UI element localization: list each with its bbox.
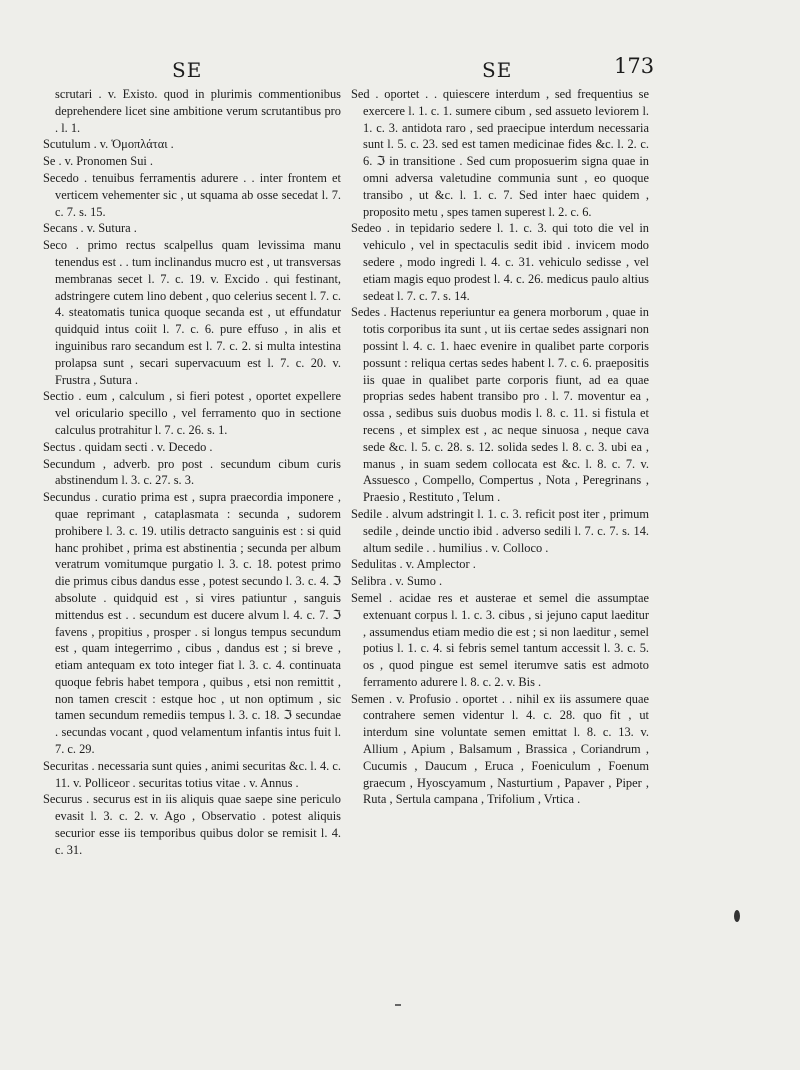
dictionary-entry: Scutulum . v. Ὁμοπλάται . <box>43 137 174 152</box>
dictionary-entry: Securitas . necessaria sunt quies , animi securitas &c. l. 4. c. 11. v. Polliceor . securitas totius vitae . v. Annus . <box>43 758 341 790</box>
dictionary-entry: Se . v. Pronomen Sui . <box>43 154 154 169</box>
ink-blot <box>734 910 740 922</box>
dictionary-entry: scrutari . v. Existo. quod in plurimis commentionibus deprehendere licet sine ambitione verum scrutantibus pro . l. 1. <box>55 87 341 135</box>
dictionary-entry: Sedile . alvum adstringit l. 1. c. 3. reficit post iter , primum sedile , deinde unctio ibid . adverso sedili l. 7. c. 7. s. 14. altum sedile . . humilius . v. Colloco . <box>351 506 649 555</box>
dictionary-entry: Sedeo . in tepidario sedere l. 1. c. 3. qui toto die vel in vehiculo , vel in spectaculis sedit ibid . invicem modo sedere , modo ingredi l. 4. c. 31. vehiculo sedisse , vel etiam magis equo prodest l. 4. c. 26. medicus paulo altius sedeat l. 7. c. 7. s. 14. <box>351 221 649 303</box>
running-head-right: SE <box>482 58 513 82</box>
dictionary-entry: Secundus . curatio prima est , supra praecordia imponere , quae reprimant , cataplasmata : secunda , sudorem prohibere l. 3. c. 19. utilis detracto sanguinis est : si quid hanc prohibet , prima est abstinentia ; secunda per album veratrum vomitumque purgatio l. 3. c. 18. potest primo die primus cibus dandus esse , potest secundo l. 3. c. 4. ℑ absolute . quidquid est , si vires patiuntur , sanguis mittendus est . . secundum est ducere alvum l. 4. c. 7. ℑ favens , propitius , prosper . si longus tempus secundum est , quam integerrimo , cibus , dandus est ; si breve , etiam antequam ex toto integer fiat l. 3. c. 4. continuata quoque febris habet tempora , quibus , etsi non remittit , non tamen crescit : estque hoc , ut non optimum , sic tamen secundum remediis tempus l. 3. c. 18. ℑ secundae . secundas vocant , quod velamentum infantis intus fuit l. 7. c. 29. <box>43 490 341 757</box>
dictionary-entry: Sedulitas . v. Amplector . <box>351 557 476 572</box>
dictionary-entry: Securus . securus est in iis aliquis quae saepe sine periculo evasit l. 3. c. 2. v. Ago , Observatio . potest aliquis securior esse iis temporibus quibus dolor se remisit l. 4. c. 31. <box>43 792 341 857</box>
dictionary-entry: Sed . oportet . . quiescere interdum , sed frequentius se exercere l. 1. c. 1. sumere cibum , sed assueto leviorem l. 1. c. 3. antidota raro , sed praecipue interdum necessaria sunt l. 5. c. 23. sed est tamen medicinae fides &c. l. 2. c. 6. ℑ in transitione . Sed cum proposuerim signa quae in omni adversa valetudine communia sunt , eo quoque transibo , ut &c. l. 1. c. 7. Sed inter haec quidem , proposito metu , spes tamen superest l. 2. c. 6. <box>351 87 649 219</box>
page-number: 173 <box>614 54 655 78</box>
ink-mark <box>395 1004 401 1006</box>
left-column <box>43 86 341 859</box>
right-column <box>351 86 649 808</box>
dictionary-entry: Sectio . eum , calculum , si fieri potest , oportet expellere vel oriculario specillo , vel ferramento quo in sectione calculus protrahitur l. 7. c. 26. s. 1. <box>43 389 341 437</box>
dictionary-entry: Semen . v. Profusio . oportet . . nihil ex iis assumere quae contrahere semen videntur l. 4. c. 28. quo fit , ut interdum sine voluntate semen emittat l. 8. c. 13. v. Allium , Apium , Balsamum , Brassica , Coriandrum , Cucumis , Daucum , Eruca , Foeniculum , Foenum graecum , Hyoscyamum , Nasturtium , Papaver , Piper , Ruta , Sertula campana , Trifolium , Vrtica . <box>351 691 649 807</box>
dictionary-entry: Secans . v. Sutura . <box>43 221 137 236</box>
dictionary-entry: Sectus . quidam secti . v. Decedo . <box>43 439 213 454</box>
dictionary-entry: Secundum , adverb. pro post . secundum cibum curis abstinendum l. 3. c. 27. s. 3. <box>43 456 341 488</box>
running-head-left: SE <box>172 58 203 82</box>
dictionary-entry: Secedo . tenuibus ferramentis adurere . . inter frontem et verticem vehementer sic , ut squama ab osse secedat l. 7. c. 7. s. 15. <box>43 170 341 219</box>
dictionary-entry: Seco . primo rectus scalpellus quam levissima manu tenendus est . . tum inclinandus mucro est , ut transversas membranas secet l. 7. c. 19. v. Excido . qui festinant, adstringere cutem lino debent , quo celerius secent l. 7. c. 4. steatomatis tunica quoque secanda est , ut effundatur quidquid intus coiit l. 7. c. 6. pure effuso , in alis et inguinibus raro secandum est l. 7. c. 2. si multa intestina prolapsa sunt , secari supervacuum est l. 7. c. 20. v. Frustra , Sutura . <box>43 238 341 387</box>
dictionary-entry: Sedes . Hactenus reperiuntur ea genera morborum , quae in totis corporibus ita sunt , ut iis certae sedes assignari non possint l. 4. c. 1. haec evenire in qualibet parte corporis possunt : reliqua certas sedes habent l. 7. c. 6. praepositis iis quae in qualibet parte corporis fiunt, ad ea quae proprias sedes habent transibo pro . l. 7. moventur ea , ossa , sedibus suis duobus modis l. 8. c. 11. si fistula et recens , et simplex est , ac neque sinuosa , neque cava sede &c. l. 5. c. 28. s. 12. solida sedes l. 8. c. 3. ubi ea , manus , in suam sedem collocata est &c. l. 8. c. 7. v. Assuesco , Compello, Compertus , Nota , Peregrinans , Praesio , Restituto , Telum . <box>351 305 649 505</box>
dictionary-entry: Semel . acidae res et austerae et semel die assumptae extenuant corpus l. 1. c. 3. cibus , si jejuno caput laeditur , assumendus etiam medio die est ; si non laeditur , semel potius l. 1. c. 4. si febris semel tantum accessit l. 3. c. 5. os , quod pingue est semel iterumve satis est admoto ferramento adurere l. 8. c. 2. v. Bis . <box>351 590 649 689</box>
dictionary-entry: Selibra . v. Sumo . <box>351 574 443 589</box>
